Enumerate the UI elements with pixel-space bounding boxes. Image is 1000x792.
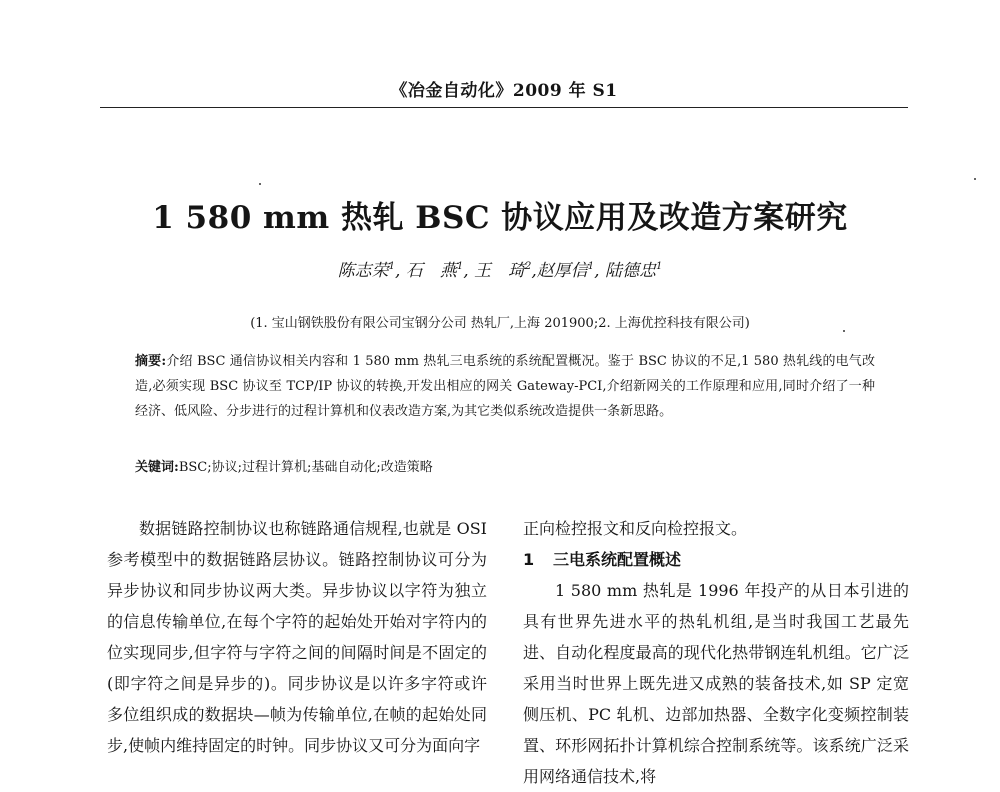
- abstract-label: 摘要:: [135, 354, 167, 369]
- abstract: [135, 349, 875, 424]
- scan-speck: [974, 178, 976, 180]
- body-column-left: [107, 513, 487, 761]
- author-affiliation-mark: 1: [655, 261, 663, 272]
- author-affiliation-mark: 1: [456, 261, 464, 272]
- author-affiliation-mark: 1: [587, 261, 595, 272]
- header-rule: [100, 107, 908, 108]
- author-list: 陈志荣$^1$, 石 燕$^1$, 王 琦$^2$,赵厚信$^1$, 陆德忠$^1$: [337, 261, 663, 281]
- abstract-text: 介绍 BSC 通信协议相关内容和 1 580 mm 热轧三电系统的系统配置概况。鉴于 BSC 协议的不足,1 580 热轧线的电气改造,必须实现 BSC 协议至 TCP/IP 协议的转换,开发出相应的网关 Gateway-PCI,介绍新网关的工作原理和应用,同时介绍了一种经济、低风险、分步进行的过程计算机和仪表改造方案,为其它类似系统改造提供一条新思路。: [135, 354, 875, 419]
- section-number: 1: [523, 550, 535, 569]
- section-title: 三电系统配置概述: [553, 550, 682, 569]
- author-name: 石 燕: [405, 261, 457, 281]
- scan-speck: [259, 183, 261, 185]
- keywords-text: BSC;协议;过程计算机;基础自动化;改造策略: [178, 460, 433, 475]
- section-heading: [523, 544, 909, 575]
- author-name: 陈志荣: [337, 261, 389, 281]
- author-name: 陆德忠: [604, 261, 656, 281]
- body-paragraph: 正向检控报文和反向检控报文。: [523, 519, 748, 538]
- keywords: [135, 455, 875, 480]
- scan-speck: [843, 330, 845, 332]
- author-name: 赵厚信: [536, 261, 588, 281]
- author-affiliation-mark: 2: [525, 261, 532, 272]
- body-paragraph: 数据链路控制协议也称链路通信规程,也就是 OSI 参考模型中的数据链路层协议。链路控制协议可分为异步协议和同步协议两大类。异步协议以字符为独立的信息传输单位,在每个字符的起始处开始对字符内的位实现同步,但字符与字符之间的间隔时间是不固定的(即字符之间是异步的)。同步协议是以许多字符或许多位组织成的数据块—帧为传输单位,在帧的起始处同步,使帧内维持固定的时钟。同步协议又可分为面向字: [107, 519, 487, 755]
- author-name: 王 琦: [474, 261, 526, 281]
- affiliation: (1. 宝山钢铁股份有限公司宝钢分公司 热轧厂,上海 201900;2. 上海优控科技有限公司): [250, 316, 750, 331]
- keywords-label: 关键词:: [135, 460, 179, 475]
- body-column-right: [523, 513, 909, 792]
- paper-title: 1 580 mm 热轧 BSC 协议应用及改造方案研究: [152, 200, 848, 236]
- author-affiliation-mark: 1: [388, 261, 396, 272]
- body-paragraph: 1 580 mm 热轧是 1996 年投产的从日本引进的具有世界先进水平的热轧机组,是当时我国工艺最先进、自动化程度最高的现代化热带钢连轧机组。它广泛采用当时世界上既先进又成熟的装备技术,如 SP 定宽侧压机、PC 轧机、边部加热器、全数字化变频控制装置、环形网拓扑计算机综合控制系统等。该系统广泛采用网络通信技术,将: [523, 581, 909, 786]
- journal-header: 《冶金自动化》2009 年 S1: [390, 81, 618, 101]
